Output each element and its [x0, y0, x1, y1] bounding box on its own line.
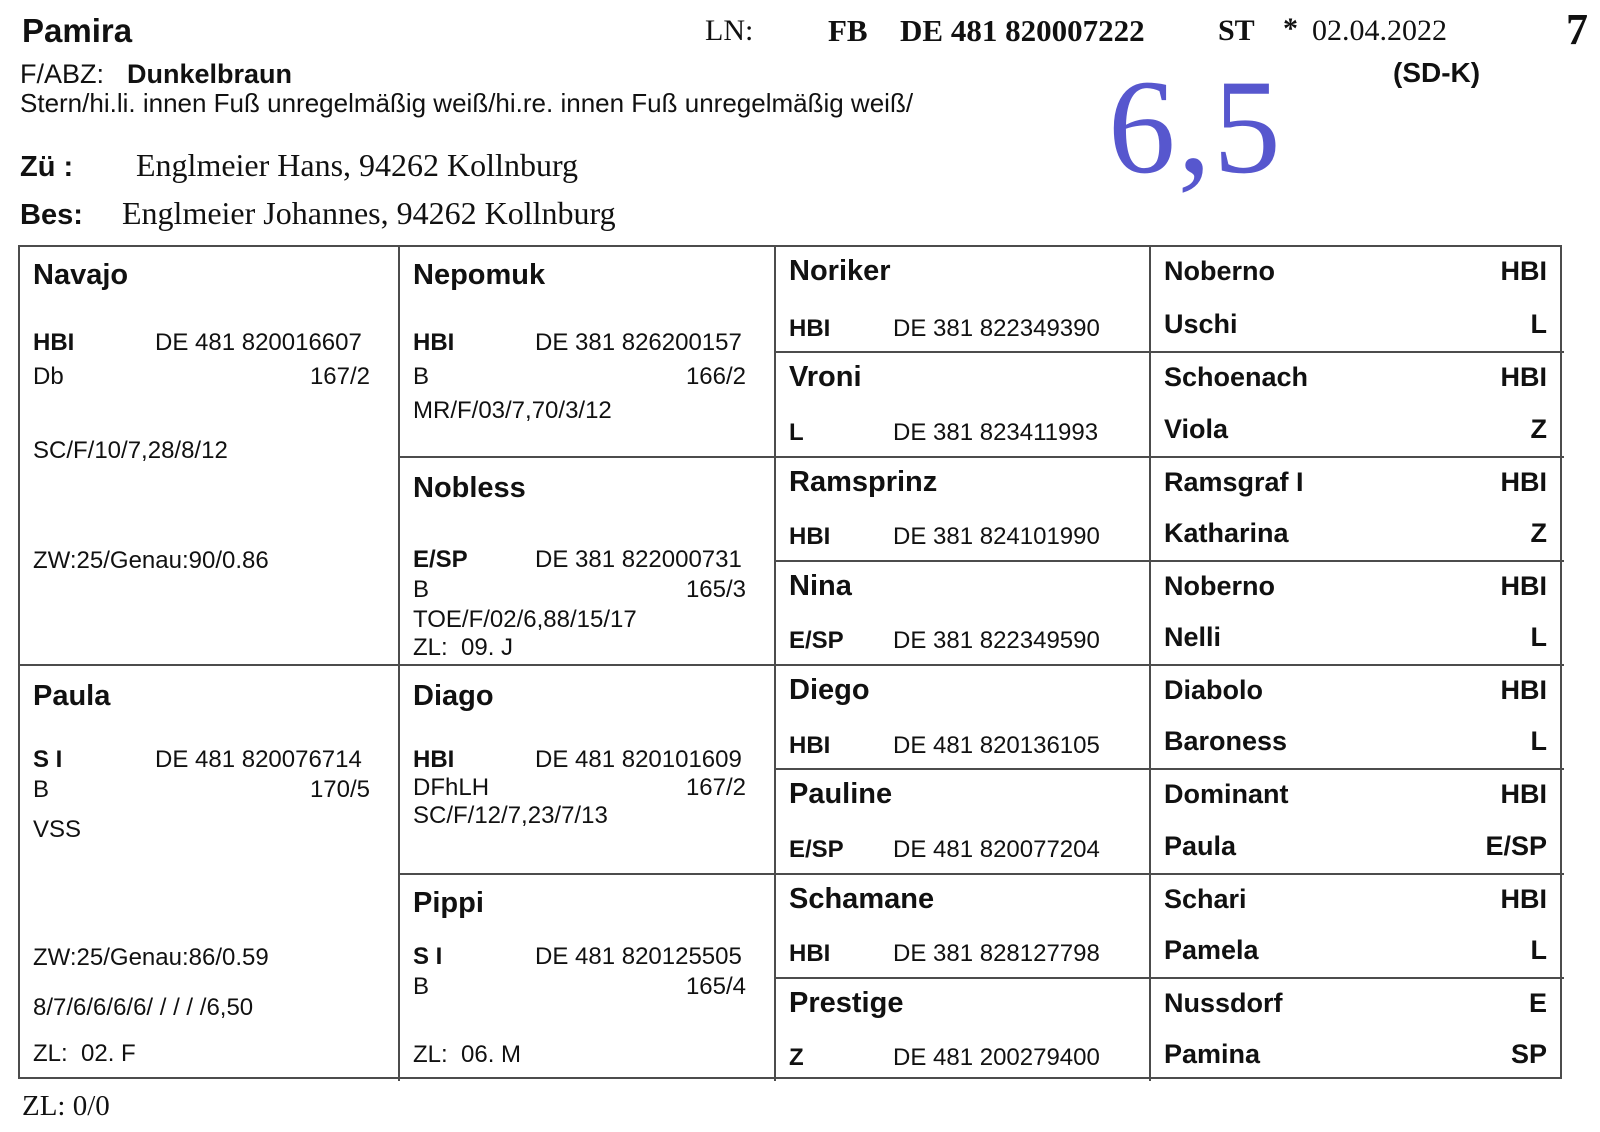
sire-name: Schoenach [1164, 362, 1309, 393]
ln-label: LN: [705, 14, 754, 47]
registration-number: DE 481 820101609 [535, 746, 742, 773]
dam-name: Viola [1164, 413, 1229, 444]
registration-line [789, 940, 1121, 968]
dam-name: Katharina [1164, 517, 1289, 548]
horse-name: Nina [789, 569, 852, 602]
horse-name: Diego [789, 674, 870, 706]
registration-line [789, 836, 1121, 864]
dam-row [1164, 309, 1547, 340]
sire-cell [20, 247, 398, 664]
registration-line [789, 1044, 1121, 1072]
sire-row [1164, 884, 1547, 915]
registration-line [789, 315, 1121, 343]
gen3-cell-8 [774, 977, 1149, 1081]
dam-code: Z [1530, 517, 1547, 548]
dam-code: L [1530, 309, 1547, 340]
registration-line [413, 943, 746, 971]
sire-row [1164, 256, 1547, 287]
st-label: ST [1218, 14, 1255, 47]
measurement: 170/5 [309, 776, 370, 803]
page-number: 7 [1566, 5, 1588, 54]
registration-line [33, 746, 370, 774]
horse-name: Pauline [789, 778, 893, 811]
sire-name: Noberno [1164, 256, 1275, 286]
dam-name: Pamela [1164, 934, 1259, 965]
studbook-code: HBI [33, 329, 75, 356]
breed-measure-line [413, 774, 746, 802]
performance-value: SC/F/12/7,23/7/13 [413, 802, 608, 829]
registration-number: DE 381 822349590 [893, 627, 1100, 655]
registration-line [413, 329, 746, 357]
dam-row [1164, 518, 1547, 549]
sire-row [1164, 362, 1547, 393]
measurement: 167/2 [685, 774, 746, 801]
sire-code: HBI [1500, 675, 1547, 705]
horse-name: Pippi [413, 886, 484, 919]
registration-number: DE 381 822000731 [535, 545, 742, 573]
dam-name: Pamina [1164, 1039, 1261, 1069]
breeding-value: ZW:25/Genau:90/0.86 [33, 547, 269, 574]
registration-line [33, 329, 370, 357]
zl-value: ZL: 02. F [33, 1040, 136, 1067]
zl-total: ZL: 0/0 [22, 1090, 110, 1122]
studbook-code: S I [33, 746, 63, 773]
fabz-label: F/ABZ: [20, 59, 105, 89]
dam-name: Paula [1164, 830, 1237, 861]
registration-number: DE 381 824101990 [893, 523, 1100, 551]
sire-code: HBI [1500, 570, 1547, 601]
gen3-cell-7 [774, 873, 1149, 977]
breed-measure-line [413, 576, 746, 604]
studbook-code: S I [413, 942, 443, 970]
horse-name: Ramsprinz [789, 465, 938, 498]
scores-line [33, 994, 370, 1022]
performance-line [413, 606, 746, 634]
gen3-cell-6 [774, 768, 1149, 872]
dams-sire-cell [398, 664, 774, 873]
dam-code: L [1530, 622, 1547, 652]
color-value: Dunkelbraun [127, 59, 293, 89]
studbook-code: Z [789, 1044, 804, 1072]
dam-row [1164, 414, 1547, 445]
studbook-code: HBI [789, 523, 831, 551]
registration-line [789, 627, 1121, 655]
horse-name: Noriker [789, 255, 891, 287]
dam-code: Z [1530, 413, 1547, 444]
registration-line [789, 732, 1121, 760]
zl-line [413, 634, 746, 662]
dam-name: Uschi [1164, 309, 1238, 340]
sire-name: Schari [1164, 883, 1247, 914]
sires-sire-cell [398, 247, 774, 456]
breed-code: DFhLH [413, 774, 490, 801]
horse-name: Vroni [789, 361, 862, 394]
dam-row [1164, 726, 1547, 757]
registration-line [413, 546, 746, 574]
gen4-cell-2 [1149, 351, 1564, 455]
district-code: (SD-K) [1393, 57, 1481, 88]
studbook-code: HBI [789, 314, 831, 342]
breed-measure-line [33, 776, 370, 804]
breed-code: B [33, 776, 50, 803]
sire-row [1164, 988, 1547, 1019]
studbook-code: HBI [413, 746, 455, 773]
registration-number: DE 481 820125505 [535, 942, 742, 970]
performance-value: TOE/F/02/6,88/15/17 [413, 605, 637, 633]
gen3-cell-3 [774, 456, 1149, 560]
registration-line [413, 746, 746, 774]
dam-cell [20, 664, 398, 1081]
zl-value: ZL: 09. J [413, 633, 514, 661]
breed-measure-line [413, 363, 746, 391]
studbook-code: E/SP [789, 627, 844, 655]
studbook-code: HBI [789, 940, 831, 968]
performance-line [413, 397, 746, 425]
sire-row [1164, 571, 1547, 602]
horse-name: Nepomuk [413, 259, 546, 291]
breed-code: Db [33, 363, 64, 390]
dam-row [1164, 831, 1547, 862]
horse-name: Navajo [33, 259, 129, 291]
registration-number: DE 381 826200157 [535, 329, 742, 356]
sire-name: Nussdorf [1164, 987, 1283, 1018]
score-value: 6,5 [1108, 53, 1283, 202]
scores-value: 8/7/6/6/6/6/ / / / /6,50 [33, 994, 254, 1021]
pedigree-table [18, 245, 1562, 1079]
performance-line [33, 437, 370, 465]
sire-name: Noberno [1164, 570, 1275, 601]
zl-value: ZL: 06. M [413, 1040, 522, 1068]
studbook-code: E/SP [413, 545, 468, 573]
sire-code: HBI [1500, 256, 1547, 286]
performance-value: VSS [33, 816, 82, 843]
registration-number: DE 481 820016607 [155, 329, 362, 356]
dam-row [1164, 622, 1547, 653]
registration-number: DE 381 822349390 [893, 314, 1100, 342]
zl-line [413, 1041, 746, 1069]
dam-code: E/SP [1485, 830, 1547, 861]
registration-number: DE 481 820076714 [155, 746, 362, 773]
dam-row [1164, 935, 1547, 966]
birth-asterisk: * [1283, 12, 1298, 45]
dam-name: Baroness [1164, 726, 1288, 757]
registration-line [789, 523, 1121, 551]
sire-code: HBI [1500, 779, 1547, 810]
gen4-cell-8 [1149, 977, 1564, 1081]
horse-title: Pamira [22, 12, 133, 49]
measurement: 165/3 [685, 575, 746, 603]
sires-dam-cell [398, 456, 774, 665]
registration-number: DE 481 820136105 [893, 731, 1100, 759]
horse-name: Prestige [789, 986, 904, 1019]
dam-code: L [1530, 934, 1547, 965]
markings-line: Stern/hi.li. innen Fuß unregelmäßig weiß/hi.re. innen Fuß unregelmäßig weiß/ [20, 88, 914, 118]
sire-row [1164, 675, 1547, 706]
sire-name: Diabolo [1164, 675, 1263, 705]
zl-line [33, 1040, 370, 1068]
performance-value: MR/F/03/7,70/3/12 [413, 397, 612, 424]
sire-code: HBI [1500, 883, 1547, 914]
studbook-code: HBI [413, 329, 455, 356]
dam-name: Nelli [1164, 622, 1222, 652]
horse-name: Paula [33, 680, 111, 712]
owner-label: Bes: [20, 199, 83, 231]
gen4-cell-7 [1149, 873, 1564, 977]
owner-value: Englmeier Johannes, 94262 Kollnburg [122, 195, 616, 231]
horse-name: Nobless [413, 471, 526, 504]
gen3-cell-2 [774, 351, 1149, 455]
gen4-cell-3 [1149, 456, 1564, 560]
dam-code: L [1530, 726, 1547, 757]
dam-row [1164, 1039, 1547, 1070]
registration-number: DE 481 820077204 [893, 835, 1100, 863]
breeding-value: ZW:25/Genau:86/0.59 [33, 944, 269, 971]
breeding-value-line [33, 944, 370, 972]
gen4-cell-6 [1149, 768, 1564, 872]
registration-number: DE 381 823411993 [893, 418, 1099, 446]
breeder-label: Zü : [20, 151, 74, 183]
birth-date: 02.04.2022 [1312, 14, 1447, 47]
breeding-value-line [33, 547, 370, 575]
horse-name: Diago [413, 680, 494, 712]
sire-code: HBI [1500, 466, 1547, 497]
breed-code: B [413, 575, 430, 603]
studbook-code: E/SP [789, 835, 844, 863]
horse-name: Schamane [789, 882, 935, 915]
measurement: 167/2 [309, 363, 370, 390]
gen4-cell-4 [1149, 560, 1564, 664]
sire-code: HBI [1500, 362, 1547, 393]
studbook-code: HBI [789, 731, 831, 759]
gen3-cell-1 [774, 247, 1149, 351]
ln-studbook-prefix: FB [828, 13, 868, 48]
breed-code: B [413, 972, 430, 1000]
gen3-cell-4 [774, 560, 1149, 664]
measurement: 165/4 [685, 972, 746, 1000]
breed-measure-line [413, 973, 746, 1001]
gen4-cell-1 [1149, 247, 1564, 351]
registration-line [789, 419, 1121, 447]
studbook-code: L [789, 418, 804, 446]
gen4-cell-5 [1149, 664, 1564, 768]
breed-measure-line [33, 363, 370, 391]
dam-code: SP [1510, 1039, 1547, 1069]
gen3-cell-5 [774, 664, 1149, 768]
ln-number: DE 481 820007222 [900, 13, 1145, 48]
registration-number: DE 381 828127798 [893, 940, 1100, 968]
sire-name: Ramsgraf I [1164, 466, 1304, 497]
sire-row [1164, 467, 1547, 498]
sire-name: Dominant [1164, 779, 1289, 810]
sire-row [1164, 779, 1547, 810]
dams-dam-cell [398, 873, 774, 1082]
performance-line [33, 816, 370, 844]
sire-code: E [1528, 987, 1547, 1018]
breeder-value: Englmeier Hans, 94262 Kollnburg [136, 147, 579, 183]
performance-value: SC/F/10/7,28/8/12 [33, 437, 228, 464]
measurement: 166/2 [685, 363, 746, 390]
performance-line [413, 802, 746, 830]
registration-number: DE 481 200279400 [893, 1044, 1100, 1072]
breed-code: B [413, 363, 430, 390]
